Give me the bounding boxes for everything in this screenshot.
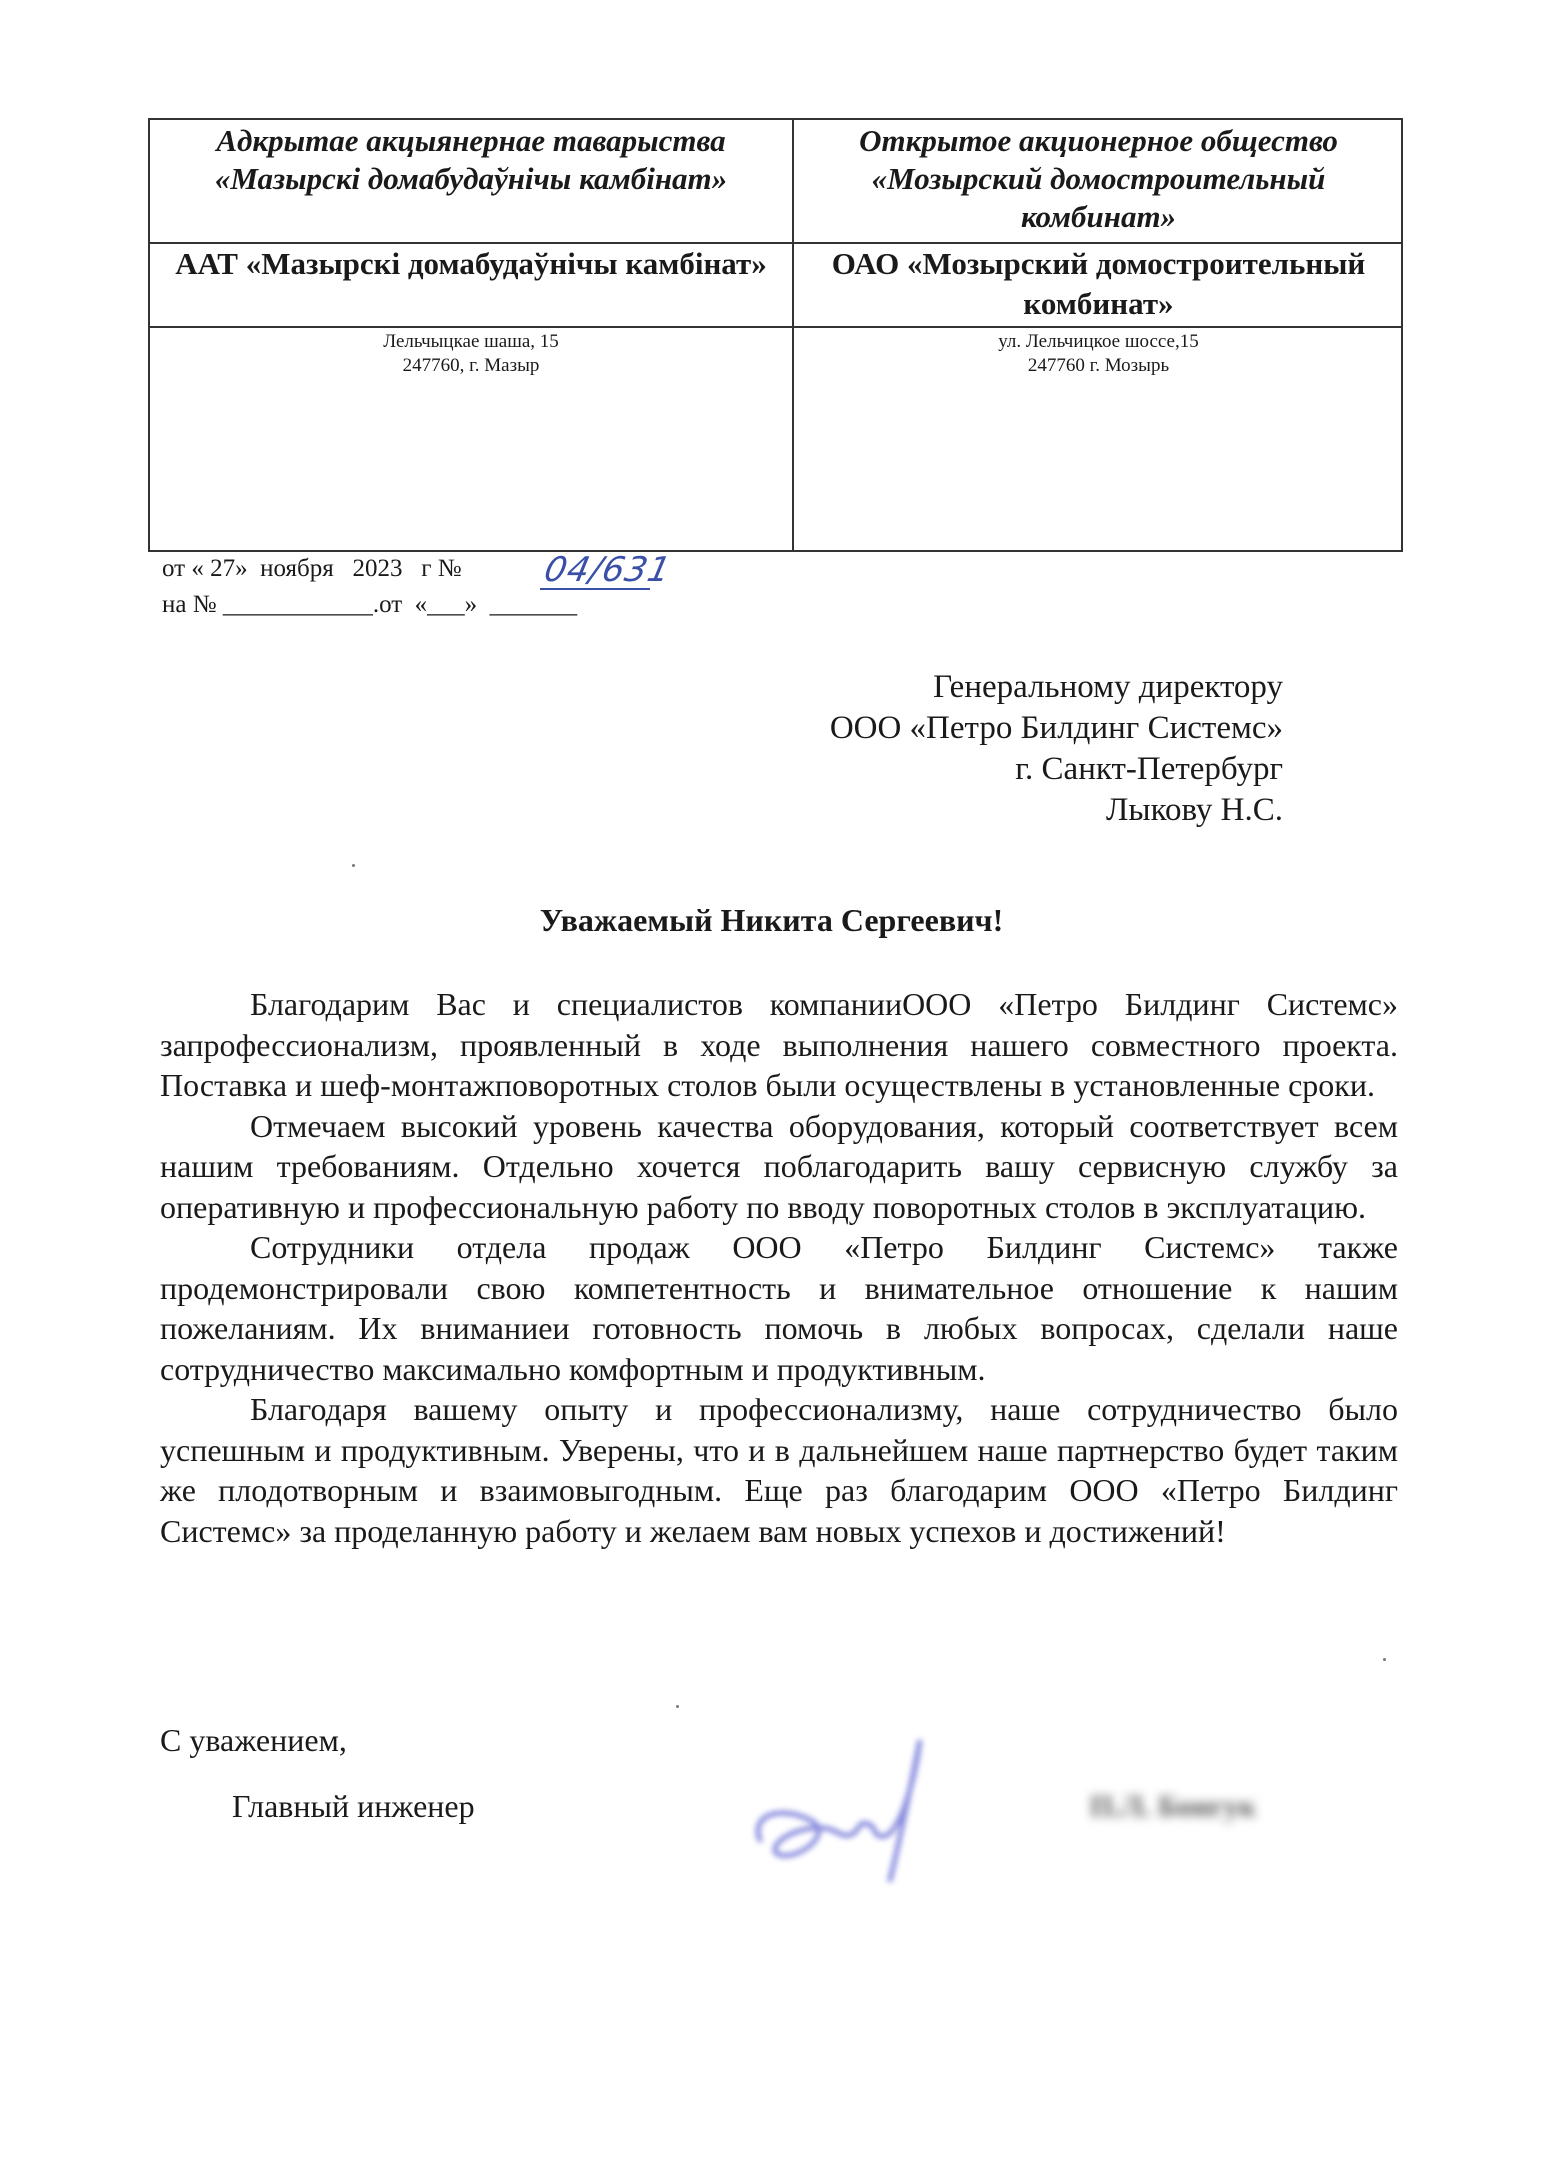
address-line: 247760 г. Мозырь [1027,355,1170,376]
salutation: Уважаемый Никита Сергеевич! [539,902,1004,938]
handwritten-reference-number: 04/631 [540,550,675,590]
letterhead-address-by [150,330,792,378]
letterhead-org-short-ru: ОАО «Мозырский домостроительный комбинат» [831,246,1366,321]
paragraph: Сотрудники отдела продаж ООО «Петро Билдинг Системс» также продемонстрировали свою компетентность и внимательное отношение к нашим пожеланиям. Их вниманиеи готовность помочь в любых вопросах, сделали наше сотрудничество максимально комфортным и продуктивным. [160,1229,1398,1387]
letterhead-org-short-by: ААТ «Мазырскі домабудаўнічы камбінат» [175,246,767,281]
letter-body [160,984,1398,1551]
address-line: ул. Лельчицкое шоссе,15 [998,331,1199,352]
scan-speck [1383,1658,1386,1661]
paragraph: Благодарим Вас и специалистов компанииООО «Петро Билдинг Системс» запрофессионализм, проявленный в ходе выполнения нашего совместного проекта. Поставка и шеф-монтажповоротных столов были осуществлены в установленные сроки. [160,986,1398,1103]
letterhead-org-full-ru: Открытое акционерное общество «Мозырский домостроительный комбинат» [859,123,1338,234]
signature-icon [740,1720,960,1890]
addressee-city: г. Санкт-Петербург [1015,751,1283,787]
incoming-reference: на № ____________.от «___» _______ [162,591,578,618]
address-line: 247760, г. Мазыр [402,355,540,376]
signatory-name: П.Л. Бонгук [1090,1790,1257,1823]
closing: С уважением, [160,1722,347,1758]
addressee-position: Генеральному директору [933,669,1283,705]
outgoing-reference: от « 27» ноября 2023 г № [162,555,462,582]
signatory-position: Главный инженер [232,1788,475,1824]
letterhead-address-ru [794,330,1403,378]
scan-speck [352,864,355,867]
paragraph: Благодаря вашему опыту и профессионализму, наше сотрудничество было успешным и продуктивным. Уверены, что и в дальнейшем наше партнерство будет таким же плодотворным и взаимовыгодным. Еще раз благодарим ООО «Петро Билдинг Системс» за проделанную работу и желаем вам новых успехов и достижений! [160,1391,1398,1549]
letterhead-org-full-by: Адкрытае акцыянернае таварыства «Мазырскі домабудаўнічы камбінат» [214,123,728,196]
letterhead-table [148,118,1403,552]
addressee-name: Лыкову Н.С. [1106,792,1283,828]
scan-speck [676,1705,679,1708]
addressee-company: ООО «Петро Билдинг Системс» [829,710,1283,746]
addressee-block [830,667,1283,831]
paragraph: Отмечаем высокий уровень качества оборудования, который соответствует всем нашим требованиям. Отдельно хочется поблагодарить вашу сервисную службу за оперативную и профессиональную работу по вводу поворотных столов в эксплуатацию. [160,1107,1398,1225]
address-line: Лельчыцкае шаша, 15 [383,331,559,352]
